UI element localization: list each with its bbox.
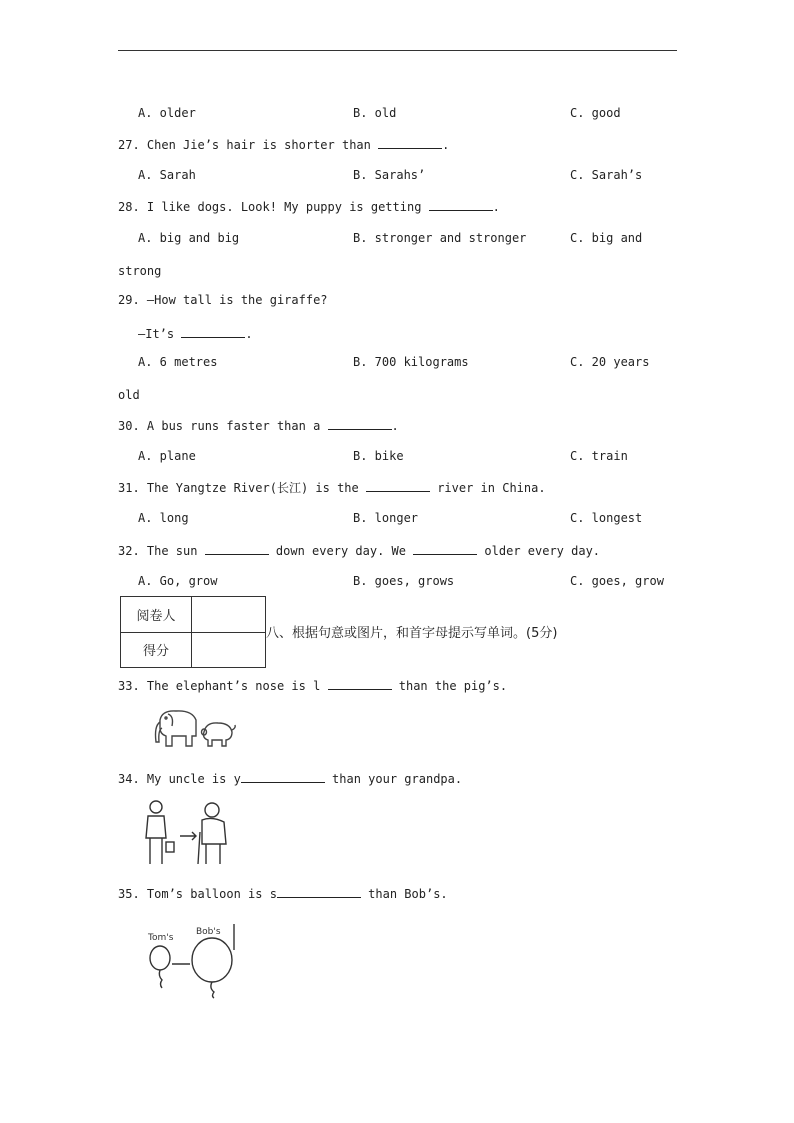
bob-balloon-label: Bob's bbox=[196, 927, 221, 937]
uncle-legs bbox=[150, 838, 162, 864]
answer-blank[interactable] bbox=[328, 417, 392, 430]
q26-option-a[interactable]: A. older bbox=[138, 106, 196, 120]
elephant-eye bbox=[165, 717, 167, 719]
q30-stem: 30. A bus runs faster than a . bbox=[118, 419, 399, 433]
q28-option-c[interactable]: C. big and bbox=[570, 231, 643, 245]
q31-stem: 31. The Yangtze River(长江) is the river in China. bbox=[118, 481, 546, 495]
q29-stem: 29. —How tall is the giraffe? bbox=[118, 293, 328, 307]
grandpa-body bbox=[202, 818, 226, 844]
answer-blank[interactable] bbox=[277, 885, 361, 898]
balloons-picture bbox=[146, 920, 246, 1000]
elephant-pig-picture bbox=[152, 706, 238, 752]
tom-balloon-label: Tom's bbox=[148, 933, 174, 943]
elephant-body bbox=[160, 711, 196, 746]
q33-stem: 33. The elephant’s nose is l than the pig’s. bbox=[118, 679, 508, 693]
pig-tail bbox=[232, 725, 235, 730]
q32-option-b[interactable]: B. goes, grows bbox=[353, 574, 455, 588]
q27-stem: 27. Chen Jie’s hair is shorter than . bbox=[118, 138, 450, 152]
q28-stem: 28. I like dogs. Look! My puppy is getting . bbox=[118, 200, 500, 214]
q27-option-b[interactable]: B. Sarahs’ bbox=[353, 168, 426, 182]
q30-option-a[interactable]: A. plane bbox=[138, 449, 196, 463]
bob-string bbox=[211, 982, 214, 998]
answer-blank[interactable] bbox=[328, 677, 392, 690]
q28-option-a[interactable]: A. big and big bbox=[138, 231, 240, 245]
grandpa-head bbox=[205, 803, 219, 817]
arrow bbox=[180, 832, 196, 840]
answer-blank[interactable] bbox=[366, 479, 430, 492]
pig-body bbox=[204, 723, 233, 746]
q34-stem: 34. My uncle is y than your grandpa. bbox=[118, 772, 463, 786]
score-label: 得分 bbox=[121, 632, 192, 668]
reviewer-label: 阅卷人 bbox=[121, 597, 192, 633]
q31-option-a[interactable]: A. long bbox=[138, 511, 189, 525]
q35-stem: 35. Tom’s balloon is s than Bob’s. bbox=[118, 887, 448, 901]
uncle-head bbox=[150, 801, 162, 813]
score-cell[interactable] bbox=[192, 632, 266, 668]
q29-option-b[interactable]: B. 700 kilograms bbox=[353, 355, 469, 369]
q29-option-a[interactable]: A. 6 metres bbox=[138, 355, 218, 369]
uncle-body bbox=[146, 816, 166, 838]
q32-option-a[interactable]: A. Go, grow bbox=[138, 574, 218, 588]
q31-option-c[interactable]: C. longest bbox=[570, 511, 643, 525]
tom-string bbox=[159, 970, 162, 988]
answer-blank[interactable] bbox=[241, 770, 325, 783]
q30-option-c[interactable]: C. train bbox=[570, 449, 628, 463]
q32-stem: 32. The sun down every day. We older every day. bbox=[118, 544, 601, 558]
q26-option-c[interactable]: C. good bbox=[570, 106, 621, 120]
grandpa-legs bbox=[206, 844, 220, 864]
q30-option-b[interactable]: B. bike bbox=[353, 449, 404, 463]
uncle-grandpa-picture bbox=[140, 798, 236, 868]
q27-option-a[interactable]: A. Sarah bbox=[138, 168, 196, 182]
answer-blank[interactable] bbox=[429, 198, 493, 211]
answer-blank[interactable] bbox=[413, 542, 477, 555]
q32-option-c[interactable]: C. goes, grow bbox=[570, 574, 664, 588]
answer-blank[interactable] bbox=[181, 325, 245, 338]
grader-table bbox=[120, 596, 266, 668]
answer-blank[interactable] bbox=[205, 542, 269, 555]
q29-option-c[interactable]: C. 20 years bbox=[570, 355, 650, 369]
q29-answer-line: —It’s . bbox=[138, 327, 253, 341]
header-rule bbox=[118, 50, 677, 51]
q27-option-c[interactable]: C. Sarah’s bbox=[570, 168, 643, 182]
grandpa-cane bbox=[198, 832, 200, 864]
elephant-ear bbox=[168, 714, 173, 726]
uncle-bag bbox=[166, 842, 174, 852]
q28-option-b[interactable]: B. stronger and stronger bbox=[353, 231, 527, 245]
reviewer-cell[interactable] bbox=[192, 597, 266, 633]
bob-balloon bbox=[192, 938, 232, 982]
answer-blank[interactable] bbox=[378, 136, 442, 149]
section-8-title: 八、根据句意或图片，和首字母提示写单词。(5分) bbox=[266, 626, 558, 641]
q26-option-b[interactable]: B. old bbox=[353, 106, 397, 120]
tom-balloon bbox=[150, 946, 170, 970]
q31-option-b[interactable]: B. longer bbox=[353, 511, 419, 525]
q28-option-c-wrap: strong bbox=[118, 264, 162, 278]
q29-option-c-wrap: old bbox=[118, 388, 140, 402]
